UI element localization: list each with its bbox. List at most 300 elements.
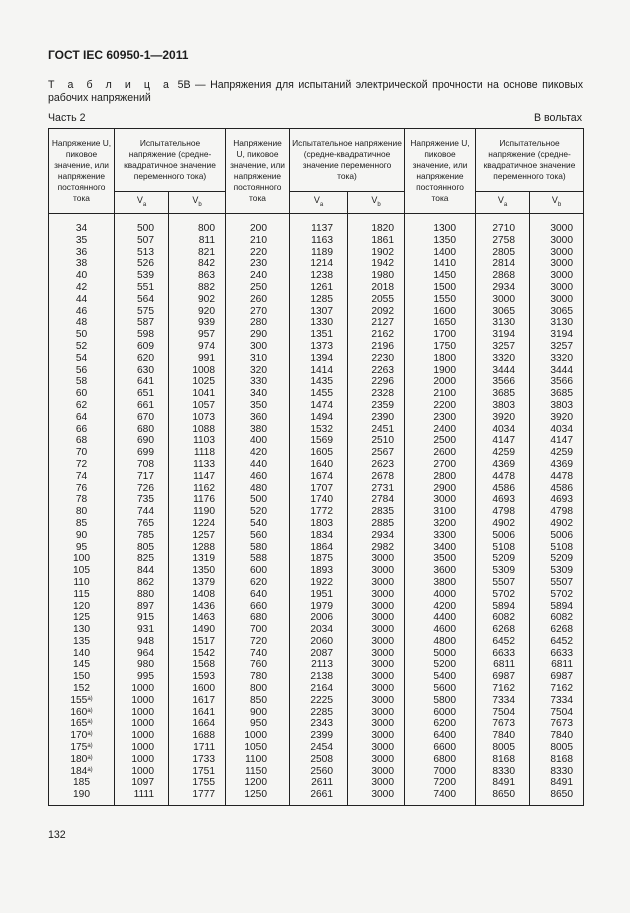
test-va-3: 4586 — [476, 483, 530, 495]
test-va-2: 2225 — [290, 695, 348, 707]
test-vb-3: 4693 — [530, 494, 584, 506]
voltage-u-3: 1410 — [405, 258, 476, 270]
test-va-2: 2087 — [290, 648, 348, 660]
test-va-3: 6452 — [476, 636, 530, 648]
test-vb-1: 1133 — [169, 459, 226, 471]
table-row — [49, 766, 584, 778]
test-va-3: 5108 — [476, 542, 530, 554]
voltage-u-3: 6400 — [405, 730, 476, 742]
test-va-2: 1214 — [290, 258, 348, 270]
test-vb-2: 2567 — [348, 447, 405, 459]
voltage-u-2: 260 — [226, 294, 290, 306]
test-va-3: 4693 — [476, 494, 530, 506]
voltage-u-1: 40 — [49, 270, 115, 282]
test-vb-3: 3000 — [530, 282, 584, 294]
test-va-1: 507 — [115, 235, 169, 247]
table-row — [49, 258, 584, 270]
test-vb-1: 842 — [169, 258, 226, 270]
test-va-2: 1307 — [290, 306, 348, 318]
table-row — [49, 294, 584, 306]
voltage-u-2: 660 — [226, 601, 290, 613]
test-vb-2: 3000 — [348, 577, 405, 589]
voltage-u-3: 3400 — [405, 542, 476, 554]
test-va-3: 7840 — [476, 730, 530, 742]
test-va-3: 3257 — [476, 341, 530, 353]
table-row — [49, 530, 584, 542]
voltage-u-3: 4000 — [405, 589, 476, 601]
test-vb-1: 800 — [169, 214, 226, 235]
test-va-1: 609 — [115, 341, 169, 353]
test-va-2: 1640 — [290, 459, 348, 471]
voltage-u-2: 600 — [226, 565, 290, 577]
voltage-u-3: 6800 — [405, 754, 476, 766]
test-vb-1: 1664 — [169, 718, 226, 730]
test-vb-3: 4034 — [530, 424, 584, 436]
test-vb-1: 1176 — [169, 494, 226, 506]
voltage-u-3: 3200 — [405, 518, 476, 530]
test-vb-1: 1542 — [169, 648, 226, 660]
voltage-u-2: 1050 — [226, 742, 290, 754]
test-va-1: 539 — [115, 270, 169, 282]
table-row — [49, 683, 584, 695]
voltage-u-1: 170$^{a)}$ — [49, 730, 115, 742]
voltage-u-2: 460 — [226, 471, 290, 483]
test-va-2: 2661 — [290, 789, 348, 805]
test-vb-1: 939 — [169, 317, 226, 329]
test-va-1: 699 — [115, 447, 169, 459]
test-va-3: 8650 — [476, 789, 530, 805]
test-va-2: 2343 — [290, 718, 348, 730]
test-vb-2: 2018 — [348, 282, 405, 294]
test-vb-1: 1057 — [169, 400, 226, 412]
voltage-u-1: 100 — [49, 553, 115, 565]
voltage-u-3: 1600 — [405, 306, 476, 318]
test-vb-3: 6452 — [530, 636, 584, 648]
test-vb-2: 2982 — [348, 542, 405, 554]
test-va-3: 2805 — [476, 247, 530, 259]
voltage-u-2: 400 — [226, 435, 290, 447]
footnote-mark: a) — [87, 754, 93, 761]
table-row — [49, 214, 584, 235]
voltage-u-2: 540 — [226, 518, 290, 530]
test-va-2: 1532 — [290, 424, 348, 436]
test-va-3: 4259 — [476, 447, 530, 459]
test-va-1: 661 — [115, 400, 169, 412]
footnote-mark: a) — [87, 695, 93, 702]
test-va-3: 5702 — [476, 589, 530, 601]
test-va-3: 4147 — [476, 435, 530, 447]
test-vb-2: 2835 — [348, 506, 405, 518]
voltage-u-1: 48 — [49, 317, 115, 329]
test-vb-1: 920 — [169, 306, 226, 318]
test-vb-2: 3000 — [348, 612, 405, 624]
test-va-3: 4478 — [476, 471, 530, 483]
voltage-u-3: 5400 — [405, 671, 476, 683]
sub-header-vb-1: $V_b$ — [169, 192, 226, 214]
voltage-u-2: 340 — [226, 388, 290, 400]
table-title: 5В — Напряжения для испытаний электрической прочности на основе пиковых рабочих напряжений — [48, 79, 583, 104]
voltage-u-1: 70 — [49, 447, 115, 459]
test-va-1: 980 — [115, 659, 169, 671]
table-row — [49, 400, 584, 412]
voltage-u-1: 110 — [49, 577, 115, 589]
voltage-u-2: 1150 — [226, 766, 290, 778]
voltage-u-2: 760 — [226, 659, 290, 671]
voltage-u-3: 2500 — [405, 435, 476, 447]
table-row — [49, 730, 584, 742]
test-vb-3: 5209 — [530, 553, 584, 565]
test-vb-2: 2127 — [348, 317, 405, 329]
test-vb-2: 2230 — [348, 353, 405, 365]
test-vb-1: 902 — [169, 294, 226, 306]
test-va-2: 1455 — [290, 388, 348, 400]
test-va-1: 651 — [115, 388, 169, 400]
table-row — [49, 459, 584, 471]
voltage-u-1: 64 — [49, 412, 115, 424]
test-va-2: 1261 — [290, 282, 348, 294]
test-va-2: 1922 — [290, 577, 348, 589]
voltage-u-3: 4600 — [405, 624, 476, 636]
test-vb-1: 1288 — [169, 542, 226, 554]
test-vb-3: 7673 — [530, 718, 584, 730]
test-vb-1: 1350 — [169, 565, 226, 577]
test-va-2: 1740 — [290, 494, 348, 506]
voltage-u-3: 2700 — [405, 459, 476, 471]
test-vb-3: 7162 — [530, 683, 584, 695]
test-vb-2: 2784 — [348, 494, 405, 506]
voltage-u-1: 35 — [49, 235, 115, 247]
test-vb-1: 1379 — [169, 577, 226, 589]
test-vb-1: 821 — [169, 247, 226, 259]
voltage-u-3: 7000 — [405, 766, 476, 778]
voltage-u-3: 4200 — [405, 601, 476, 613]
test-vb-2: 1861 — [348, 235, 405, 247]
test-vb-1: 957 — [169, 329, 226, 341]
test-vb-1: 882 — [169, 282, 226, 294]
voltage-u-2: 680 — [226, 612, 290, 624]
voltage-u-3: 3100 — [405, 506, 476, 518]
table-row — [49, 612, 584, 624]
test-vb-3: 5309 — [530, 565, 584, 577]
voltage-u-1: 34 — [49, 214, 115, 235]
voltage-u-1: 44 — [49, 294, 115, 306]
voltage-u-3: 7400 — [405, 789, 476, 805]
sub-header-va-3: $V_a$ — [476, 192, 530, 214]
table-row — [49, 435, 584, 447]
voltage-u-2: 1000 — [226, 730, 290, 742]
voltage-u-1: 50 — [49, 329, 115, 341]
test-vb-2: 3000 — [348, 683, 405, 695]
table-row — [49, 659, 584, 671]
test-vb-1: 1517 — [169, 636, 226, 648]
col-header-test-voltage-1: Испытательное напряжение (средне-квадратичное значение переменного тока) — [115, 129, 226, 192]
table-row — [49, 247, 584, 259]
voltage-u-3: 1300 — [405, 214, 476, 235]
standard-designation: ГОСТ IEC 60950-1—2011 — [48, 48, 189, 62]
test-vb-2: 3000 — [348, 730, 405, 742]
table-row — [49, 718, 584, 730]
test-va-3: 3065 — [476, 306, 530, 318]
test-va-1: 598 — [115, 329, 169, 341]
test-vb-1: 1711 — [169, 742, 226, 754]
voltage-u-3: 3000 — [405, 494, 476, 506]
test-vb-2: 2934 — [348, 530, 405, 542]
table-units: В вольтах — [534, 112, 582, 124]
test-va-3: 3000 — [476, 294, 530, 306]
test-va-1: 690 — [115, 435, 169, 447]
test-vb-1: 1568 — [169, 659, 226, 671]
voltage-u-3: 5200 — [405, 659, 476, 671]
test-vb-3: 3444 — [530, 365, 584, 377]
voltage-u-3: 2300 — [405, 412, 476, 424]
voltage-u-3: 1700 — [405, 329, 476, 341]
test-vb-1: 1733 — [169, 754, 226, 766]
test-va-3: 6268 — [476, 624, 530, 636]
voltage-u-1: 78 — [49, 494, 115, 506]
test-va-3: 3920 — [476, 412, 530, 424]
test-vb-3: 3000 — [530, 270, 584, 282]
test-va-3: 6633 — [476, 648, 530, 660]
voltage-u-2: 310 — [226, 353, 290, 365]
test-vb-3: 4478 — [530, 471, 584, 483]
voltage-u-2: 520 — [226, 506, 290, 518]
voltage-u-1: 46 — [49, 306, 115, 318]
test-vb-3: 6268 — [530, 624, 584, 636]
test-va-1: 513 — [115, 247, 169, 259]
voltage-u-1: 152 — [49, 683, 115, 695]
voltage-u-3: 3800 — [405, 577, 476, 589]
test-va-2: 1803 — [290, 518, 348, 530]
test-va-1: 862 — [115, 577, 169, 589]
test-vb-3: 8005 — [530, 742, 584, 754]
col-header-voltage-1: Напряжение U, пиковое значение, или напряжение постоянного тока — [49, 129, 115, 214]
test-vb-3: 7840 — [530, 730, 584, 742]
test-vb-1: 1600 — [169, 683, 226, 695]
test-va-3: 7162 — [476, 683, 530, 695]
voltage-u-2: 620 — [226, 577, 290, 589]
test-va-3: 2758 — [476, 235, 530, 247]
voltage-u-2: 560 — [226, 530, 290, 542]
test-va-2: 1605 — [290, 447, 348, 459]
voltage-u-3: 4400 — [405, 612, 476, 624]
test-vb-1: 1008 — [169, 365, 226, 377]
voltage-u-2: 780 — [226, 671, 290, 683]
test-va-1: 564 — [115, 294, 169, 306]
test-va-2: 1893 — [290, 565, 348, 577]
voltage-u-2: 720 — [226, 636, 290, 648]
table-row — [49, 542, 584, 554]
test-va-3: 5209 — [476, 553, 530, 565]
voltage-u-1: 165$^{a)}$ — [49, 718, 115, 730]
footnote-mark: a) — [87, 719, 93, 726]
table-row — [49, 341, 584, 353]
table-label: Т а б л и ц а — [48, 79, 174, 91]
voltage-u-1: 160$^{a)}$ — [49, 707, 115, 719]
test-va-3: 3194 — [476, 329, 530, 341]
test-vb-1: 1777 — [169, 789, 226, 805]
voltage-u-1: 125 — [49, 612, 115, 624]
test-vb-3: 5006 — [530, 530, 584, 542]
test-va-1: 744 — [115, 506, 169, 518]
voltage-u-2: 580 — [226, 542, 290, 554]
test-va-3: 3320 — [476, 353, 530, 365]
voltage-u-3: 1400 — [405, 247, 476, 259]
voltage-u-3: 1900 — [405, 365, 476, 377]
test-vb-2: 2731 — [348, 483, 405, 495]
test-va-1: 670 — [115, 412, 169, 424]
test-va-1: 587 — [115, 317, 169, 329]
table-row — [49, 565, 584, 577]
test-va-2: 1163 — [290, 235, 348, 247]
table-row — [49, 376, 584, 388]
test-vb-1: 1025 — [169, 376, 226, 388]
voltage-table — [48, 128, 584, 806]
test-va-2: 2508 — [290, 754, 348, 766]
test-vb-3: 6811 — [530, 659, 584, 671]
test-vb-1: 1147 — [169, 471, 226, 483]
sub-header-vb-3: $V_b$ — [530, 192, 584, 214]
test-va-2: 1373 — [290, 341, 348, 353]
test-va-3: 7504 — [476, 707, 530, 719]
test-vb-2: 3000 — [348, 695, 405, 707]
table-row — [49, 648, 584, 660]
table-row — [49, 601, 584, 613]
test-va-2: 2113 — [290, 659, 348, 671]
voltage-u-2: 1200 — [226, 777, 290, 789]
test-vb-1: 1751 — [169, 766, 226, 778]
test-vb-1: 1408 — [169, 589, 226, 601]
voltage-u-3: 5600 — [405, 683, 476, 695]
test-vb-3: 3803 — [530, 400, 584, 412]
test-vb-1: 1641 — [169, 707, 226, 719]
test-va-2: 2611 — [290, 777, 348, 789]
test-va-1: 1000 — [115, 742, 169, 754]
test-vb-2: 3000 — [348, 553, 405, 565]
table-row — [49, 365, 584, 377]
voltage-u-1: 185 — [49, 777, 115, 789]
table-row — [49, 553, 584, 565]
table-row — [49, 424, 584, 436]
test-va-3: 8491 — [476, 777, 530, 789]
table-row — [49, 577, 584, 589]
voltage-u-2: 350 — [226, 400, 290, 412]
footnote-mark: a) — [87, 707, 93, 714]
test-va-1: 765 — [115, 518, 169, 530]
voltage-u-2: 1100 — [226, 754, 290, 766]
test-va-2: 1494 — [290, 412, 348, 424]
voltage-u-2: 850 — [226, 695, 290, 707]
test-va-2: 1979 — [290, 601, 348, 613]
voltage-u-2: 330 — [226, 376, 290, 388]
test-vb-1: 1688 — [169, 730, 226, 742]
test-va-1: 1000 — [115, 695, 169, 707]
test-vb-2: 3000 — [348, 648, 405, 660]
test-vb-3: 4147 — [530, 435, 584, 447]
test-va-1: 1000 — [115, 730, 169, 742]
voltage-u-1: 80 — [49, 506, 115, 518]
voltage-u-2: 440 — [226, 459, 290, 471]
voltage-u-1: 105 — [49, 565, 115, 577]
test-vb-1: 1041 — [169, 388, 226, 400]
table-row — [49, 506, 584, 518]
test-vb-3: 7504 — [530, 707, 584, 719]
test-vb-3: 8168 — [530, 754, 584, 766]
test-va-3: 6811 — [476, 659, 530, 671]
test-vb-2: 3000 — [348, 589, 405, 601]
voltage-u-1: 190 — [49, 789, 115, 805]
voltage-u-3: 1650 — [405, 317, 476, 329]
test-va-1: 1000 — [115, 718, 169, 730]
test-vb-3: 3566 — [530, 376, 584, 388]
test-va-3: 4369 — [476, 459, 530, 471]
test-vb-2: 3000 — [348, 777, 405, 789]
test-va-1: 805 — [115, 542, 169, 554]
test-vb-1: 1224 — [169, 518, 226, 530]
voltage-u-2: 700 — [226, 624, 290, 636]
voltage-u-3: 5800 — [405, 695, 476, 707]
test-va-1: 1000 — [115, 683, 169, 695]
voltage-u-3: 1750 — [405, 341, 476, 353]
table-row — [49, 306, 584, 318]
test-vb-2: 2296 — [348, 376, 405, 388]
voltage-u-1: 140 — [49, 648, 115, 660]
test-va-1: 825 — [115, 553, 169, 565]
voltage-u-1: 56 — [49, 365, 115, 377]
test-va-1: 995 — [115, 671, 169, 683]
test-va-1: 785 — [115, 530, 169, 542]
table-row — [49, 270, 584, 282]
test-va-1: 948 — [115, 636, 169, 648]
test-vb-2: 1902 — [348, 247, 405, 259]
test-va-1: 620 — [115, 353, 169, 365]
table-row — [49, 754, 584, 766]
sub-header-va-2: $V_a$ — [290, 192, 348, 214]
test-vb-2: 2263 — [348, 365, 405, 377]
voltage-u-2: 500 — [226, 494, 290, 506]
voltage-u-1: 130 — [49, 624, 115, 636]
test-va-2: 1474 — [290, 400, 348, 412]
test-va-1: 717 — [115, 471, 169, 483]
test-vb-1: 1103 — [169, 435, 226, 447]
table-row — [49, 494, 584, 506]
voltage-u-2: 380 — [226, 424, 290, 436]
test-vb-2: 3000 — [348, 718, 405, 730]
voltage-u-1: 150 — [49, 671, 115, 683]
test-va-2: 1834 — [290, 530, 348, 542]
test-va-2: 1285 — [290, 294, 348, 306]
test-vb-3: 3130 — [530, 317, 584, 329]
test-va-1: 526 — [115, 258, 169, 270]
test-va-2: 1569 — [290, 435, 348, 447]
test-va-2: 2006 — [290, 612, 348, 624]
test-vb-2: 2885 — [348, 518, 405, 530]
test-va-2: 2138 — [290, 671, 348, 683]
test-vb-3: 5108 — [530, 542, 584, 554]
table-row — [49, 329, 584, 341]
voltage-u-1: 72 — [49, 459, 115, 471]
table-row — [49, 483, 584, 495]
test-va-3: 5006 — [476, 530, 530, 542]
test-vb-1: 1118 — [169, 447, 226, 459]
voltage-u-2: 320 — [226, 365, 290, 377]
voltage-u-3: 2000 — [405, 376, 476, 388]
test-vb-3: 3920 — [530, 412, 584, 424]
table-row — [49, 695, 584, 707]
test-va-3: 7673 — [476, 718, 530, 730]
test-va-1: 551 — [115, 282, 169, 294]
voltage-u-1: 74 — [49, 471, 115, 483]
table-row — [49, 282, 584, 294]
